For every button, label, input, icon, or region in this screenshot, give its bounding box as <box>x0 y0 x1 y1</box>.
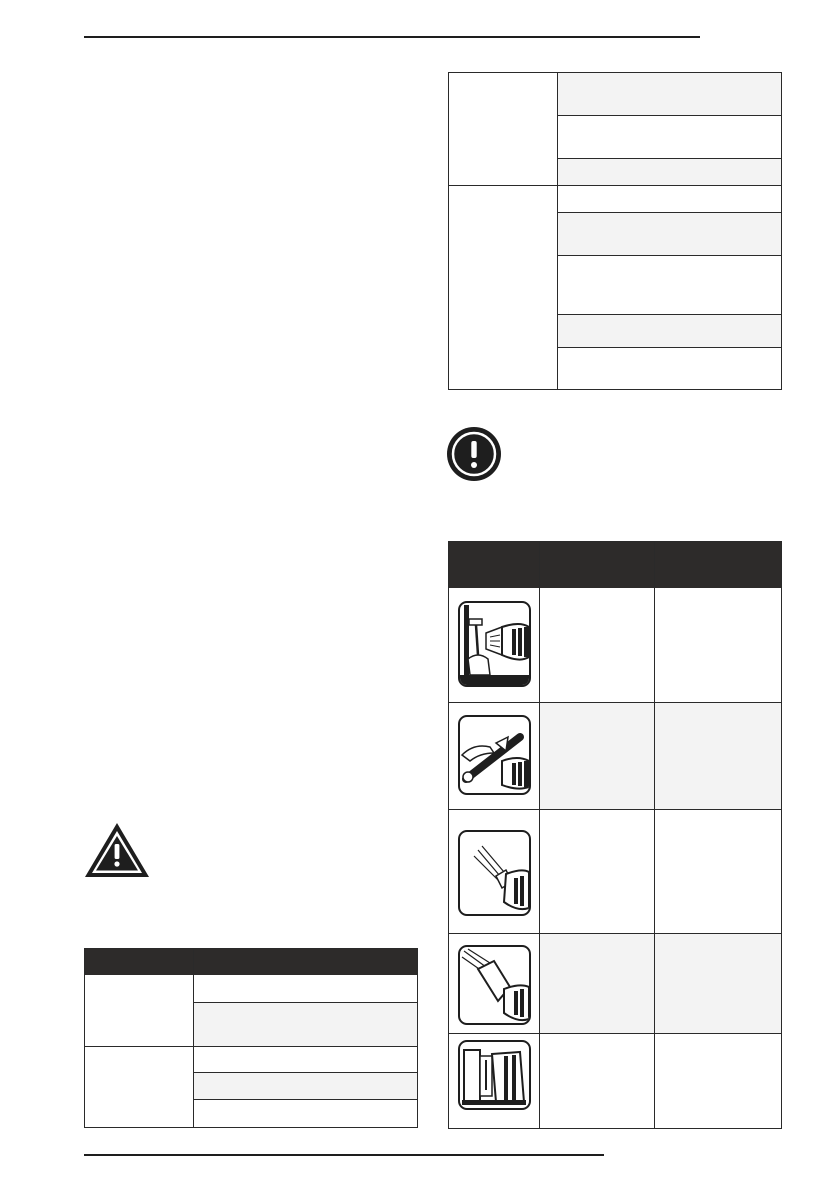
table-header-cell <box>540 542 654 588</box>
table-cell <box>540 810 654 933</box>
group-label-cell <box>85 1047 193 1127</box>
application-table <box>448 541 782 1129</box>
table-cell <box>558 186 781 212</box>
table-cell <box>540 703 654 809</box>
table-cell <box>540 589 654 702</box>
top-rule <box>84 36 700 38</box>
table-cell <box>194 1047 417 1072</box>
group-label-cell <box>449 186 557 389</box>
warning-triangle-icon <box>84 822 150 878</box>
table-cell <box>194 1100 417 1127</box>
reflector-nozzle-picture <box>458 830 531 916</box>
standing-tool-picture <box>458 1040 531 1110</box>
table-cell <box>655 589 781 702</box>
table-cell <box>558 256 781 314</box>
exclamation-circle-icon <box>446 426 502 482</box>
fault-table <box>84 948 418 1128</box>
group-label-cell <box>85 976 193 1046</box>
table-cell <box>558 73 781 115</box>
table-cell <box>558 159 781 185</box>
table-cell <box>655 703 781 809</box>
table-cell <box>540 1034 654 1128</box>
table-cell <box>558 348 781 389</box>
group-label-cell <box>449 73 557 185</box>
table-cell <box>655 934 781 1033</box>
spec-table <box>448 72 782 390</box>
table-cell <box>194 1003 417 1046</box>
shrinking-tubing-picture <box>458 715 531 795</box>
table-cell <box>540 934 654 1033</box>
table-header-cell <box>194 949 417 975</box>
table-cell <box>194 1073 417 1099</box>
table-cell <box>655 810 781 933</box>
table-header-cell <box>85 949 193 975</box>
table-cell <box>194 976 417 1002</box>
table-header-cell <box>449 542 539 588</box>
removing-paint-picture <box>458 601 531 687</box>
table-cell <box>558 315 781 347</box>
bottom-rule <box>84 1154 604 1156</box>
surface-nozzle-picture <box>458 945 531 1025</box>
table-header-cell <box>655 542 781 588</box>
table-cell <box>558 116 781 158</box>
table-cell <box>655 1034 781 1128</box>
table-cell <box>558 213 781 255</box>
